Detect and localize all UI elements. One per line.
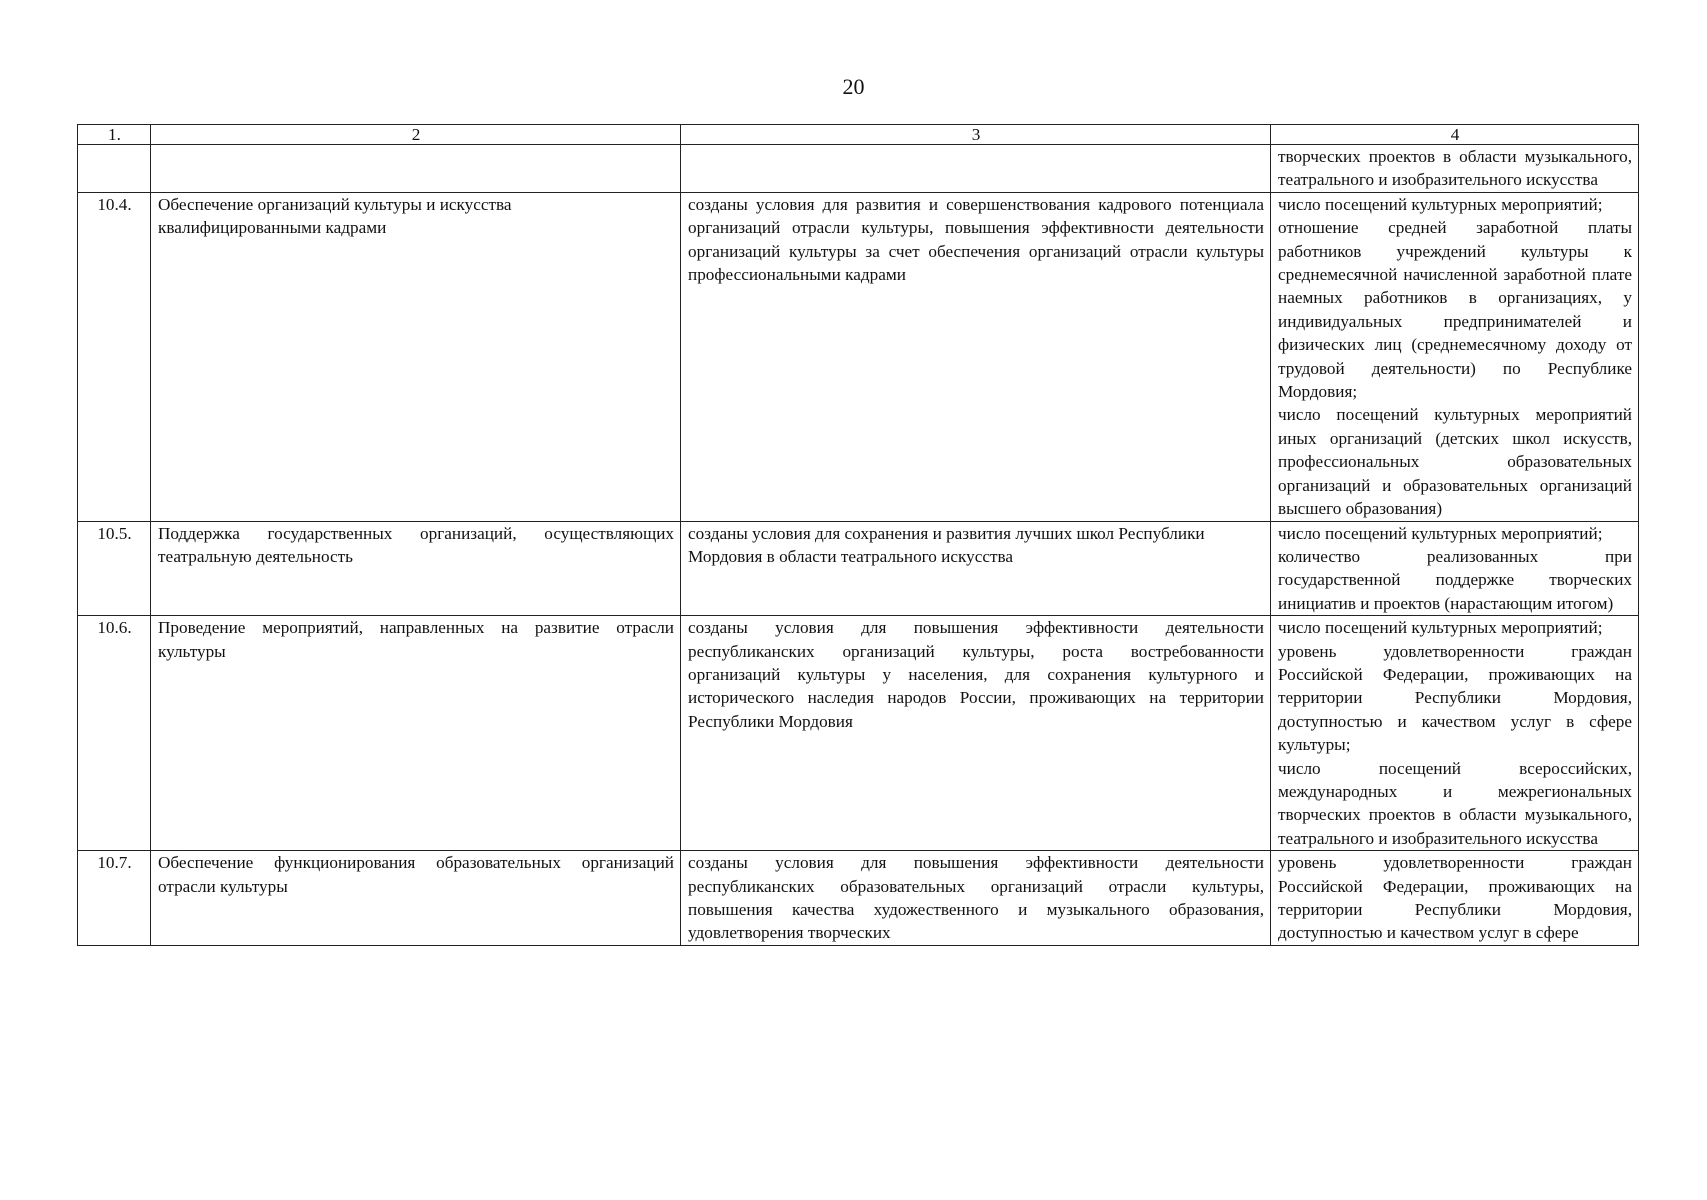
measure-cell: Обеспечение функционирования образовательных организаций отрасли культуры <box>151 851 681 946</box>
indicators-cell <box>1271 192 1639 521</box>
indicators-cell <box>1271 521 1639 616</box>
indicators-cell <box>1271 851 1639 946</box>
result-cell: созданы условия для повышения эффективности деятельности республиканских организаций культуры, роста востребованности организаций культуры у населения, для сохранения культурного и исторического наследия народов России, проживающих на территории Республики Мордовия <box>681 616 1271 851</box>
row-number: 10.7. <box>78 851 151 946</box>
indicator-item: творческих проектов в области музыкального, театрального и изобразительного искусства <box>1278 147 1632 190</box>
indicator-item: число посещений культурных мероприятий; <box>1278 194 1603 214</box>
measure-cell: Обеспечение организаций культуры и искусства квалифицированными кадрами <box>151 192 681 521</box>
result-cell: созданы условия для повышения эффективности деятельности республиканских образовательных организаций отрасли культуры, повышения качества художественного и музыкального образования, удовлетворения творческих <box>681 851 1271 946</box>
measure-cell <box>151 145 681 193</box>
page-number: 20 <box>842 74 865 99</box>
indicators-cell <box>1271 616 1639 851</box>
indicator-item: отношение средней заработной платы работников учреждений культуры к среднемесячной начисленной заработной плате наемных работников в организациях, у индивидуальных предпринимателей и физических лиц (среднемесячному доходу от трудовой деятельности) по Республике Мордовия; <box>1278 218 1632 402</box>
indicators-cell <box>1271 145 1639 193</box>
table-row <box>78 616 1639 851</box>
result-cell <box>681 145 1271 193</box>
table-row <box>78 521 1639 616</box>
row-number: 10.6. <box>78 616 151 851</box>
result-cell: созданы условия для развития и совершенствования кадрового потенциала организаций отрасли культуры, повышения эффективности деятельности организаций культуры за счет обеспечения организаций отрасли культуры профессиональными кадрами <box>681 192 1271 521</box>
row-number <box>78 145 151 193</box>
measure-cell: Проведение мероприятий, направленных на развитие отрасли культуры <box>151 616 681 851</box>
table-row <box>78 192 1639 521</box>
row-number: 10.4. <box>78 192 151 521</box>
indicator-item: уровень удовлетворенности граждан Российской Федерации, проживающих на территории Республики Мордовия, доступностью и качеством услуг в сфере <box>1278 853 1632 943</box>
table-row <box>78 851 1639 946</box>
header-col-2: 2 <box>151 125 681 145</box>
indicator-item: число посещений культурных мероприятий; <box>1278 618 1603 638</box>
header-row <box>78 125 1639 145</box>
header-col-1: 1. <box>78 125 151 145</box>
indicator-item: число посещений культурных мероприятий иных организаций (детских школ искусств, профессиональных образовательных организаций и образовательных организаций высшего образования) <box>1278 405 1632 519</box>
row-number: 10.5. <box>78 521 151 616</box>
measure-cell: Поддержка государственных организаций, осуществляющих театральную деятельность <box>151 521 681 616</box>
indicator-item: уровень удовлетворенности граждан Российской Федерации, проживающих на территории Республики Мордовия, доступностью и качеством услуг в сфере культуры; <box>1278 641 1632 755</box>
table-row <box>78 145 1639 193</box>
indicator-item: количество реализованных при государственной поддержке творческих инициатив и проектов (нарастающим итогом) <box>1278 546 1632 613</box>
indicator-item: число посещений культурных мероприятий; <box>1278 523 1603 543</box>
header-col-3: 3 <box>681 125 1271 145</box>
measures-table <box>77 124 1639 946</box>
indicator-item: число посещений всероссийских, международных и межрегиональных творческих проектов в области музыкального, театрального и изобразительного искусства <box>1278 758 1632 848</box>
result-cell: созданы условия для сохранения и развития лучших школ Республики Мордовия в области театрального искусства <box>681 521 1271 616</box>
header-col-4: 4 <box>1271 125 1639 145</box>
